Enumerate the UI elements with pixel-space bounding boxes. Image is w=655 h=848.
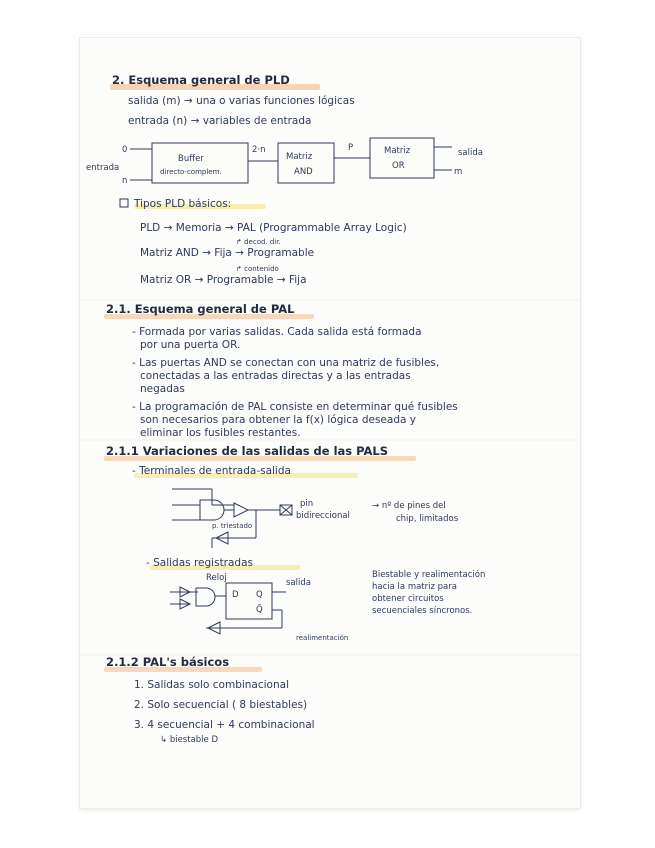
svg-text:hacia la matriz para: hacia la matriz para — [372, 582, 457, 592]
pines-note-1: → nº de pines del — [372, 501, 446, 511]
p-label: P — [348, 143, 354, 153]
svg-text:AND: AND — [294, 167, 313, 177]
tristate-circuit — [172, 489, 459, 548]
svg-text:2. Solo secuencial ( 8 biestab: 2. Solo secuencial ( 8 biestables) — [134, 699, 308, 711]
realimentacion-label: realimentación — [296, 634, 349, 642]
section-2-1-1-title: 2.1.1 Variaciones de las salidas de las PALS — [106, 444, 389, 458]
pld-block-diagram — [86, 138, 483, 186]
svg-text:Q: Q — [256, 590, 263, 600]
tipos-item3: Matriz OR → Programable → Fija — [140, 274, 307, 286]
section-2-1-2-title: 2.1.2 PAL's básicos — [106, 655, 230, 669]
svg-text:Matriz: Matriz — [286, 152, 313, 162]
subsection-terminales: - Terminales de entrada-salida — [132, 465, 291, 477]
svg-text:directo-complem.: directo-complem. — [160, 168, 222, 176]
svg-text:- Formada por varias salidas.: - Formada por varias salidas. Cada salida está formada — [132, 326, 422, 338]
svg-text:Q̄: Q̄ — [256, 605, 263, 615]
svg-text:Buffer: Buffer — [178, 154, 204, 164]
svg-text:eliminar los fusibles restante: eliminar los fusibles restantes. — [140, 427, 301, 439]
svg-text:D: D — [232, 590, 239, 600]
pin-bi-label-1: pin — [300, 499, 314, 509]
reloj-label: Reloj — [206, 573, 227, 583]
salida-label: salida — [458, 148, 483, 158]
svg-text:- Las puertas AND se conectan: - Las puertas AND se conectan con una matriz de fusibles, — [132, 357, 440, 369]
pines-note-2: chip, limitados — [396, 514, 459, 524]
checkbox-icon — [120, 199, 128, 207]
svg-text:secuenciales síncronos.: secuenciales síncronos. — [372, 606, 473, 616]
and-matrix-box — [278, 143, 334, 183]
p-triestado-label: p. triestado — [212, 522, 253, 530]
svg-text:Matriz: Matriz — [384, 146, 411, 156]
svg-text:son necesarios para obtener la: son necesarios para obtener la f(x) lógica deseada y — [140, 414, 416, 426]
pin-bi-label-2: bidireccional — [296, 511, 350, 521]
d-flipflop-box — [226, 583, 272, 619]
registered-output-circuit — [170, 569, 485, 642]
section-2-line2: entrada (n) → variables de entrada — [128, 115, 312, 127]
input-n-label: n — [122, 176, 128, 186]
tipos-item2-note: ↱ decod. dir. — [236, 238, 281, 246]
or-matrix-box — [370, 138, 434, 178]
tipos-item2: Matriz AND → Fija → Programable — [140, 247, 315, 259]
svg-text:1. Salidas solo combinacional: 1. Salidas solo combinacional — [134, 679, 289, 691]
section-2-title: 2. Esquema general de PLD — [112, 73, 290, 87]
input-top-label: 0 — [122, 145, 128, 155]
tipos-title: Tipos PLD básicos: — [134, 198, 232, 210]
svg-text:- La programación de PAL consi: - La programación de PAL consiste en determinar qué fusibles — [132, 401, 458, 413]
svg-text:3. 4 secuencial + 4 combinacio: 3. 4 secuencial + 4 combinacional — [134, 719, 315, 731]
tipos-item1: PLD → Memoria → PAL (Programmable Array Logic) — [140, 222, 407, 234]
svg-text:conectadas a las entradas dire: conectadas a las entradas directas y a las entradas — [140, 370, 411, 382]
svg-text:negadas: negadas — [140, 383, 185, 395]
section-2-1-title: 2.1. Esquema general de PAL — [106, 302, 295, 316]
m-label: m — [454, 167, 463, 177]
section-2-line1: salida (m) → una o varias funciones lógicas — [128, 95, 355, 107]
svg-text:por una puerta OR.: por una puerta OR. — [140, 339, 241, 351]
svg-text:Biestable y realimentación: Biestable y realimentación — [372, 570, 486, 580]
subsection-registradas: - Salidas registradas — [146, 557, 254, 569]
two-n-label: 2·n — [252, 145, 266, 155]
svg-text:obtener circuitos: obtener circuitos — [372, 594, 444, 604]
salida-reg-label: salida — [286, 578, 311, 588]
entrada-label: entrada — [86, 163, 120, 173]
svg-text:↳ biestable D: ↳ biestable D — [160, 735, 219, 745]
svg-text:OR: OR — [392, 161, 405, 171]
tipos-item3-note: ↱ contenido — [236, 265, 279, 273]
